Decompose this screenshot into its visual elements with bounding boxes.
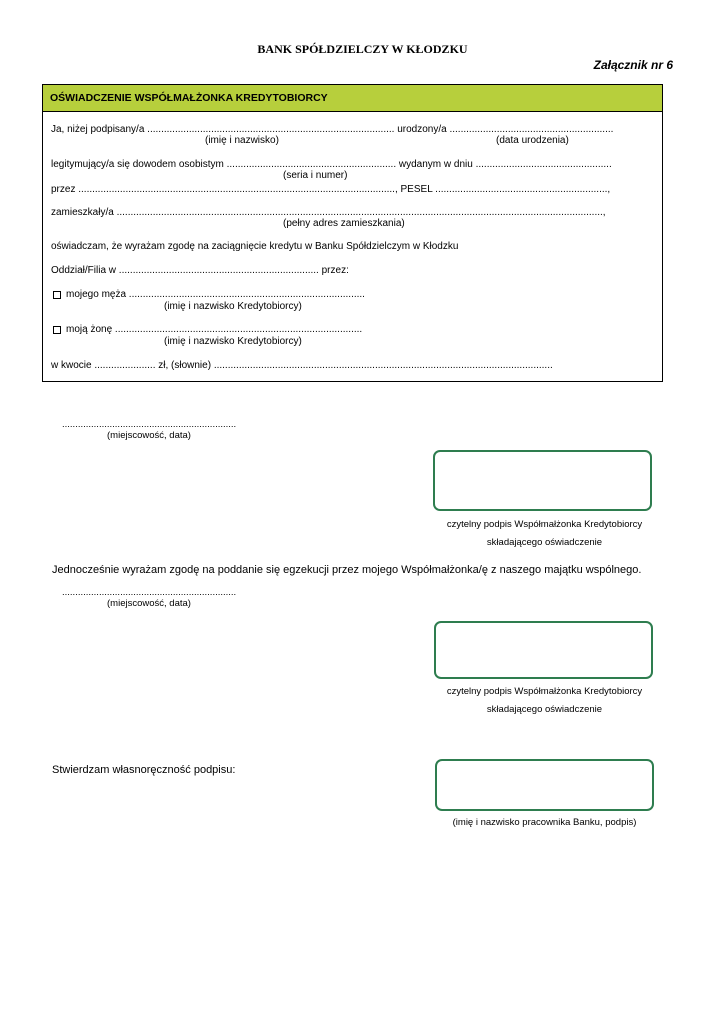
address-hint: (pełny adres zamieszkania) <box>283 218 405 229</box>
husband-checkbox[interactable] <box>53 291 61 299</box>
branch-line[interactable]: Oddział/Filia w ........................................................................ przez: <box>51 265 349 276</box>
place-date-hint-1: (miejscowość, data) <box>107 430 191 441</box>
signature-caption-2b: składającego oświadczenie <box>486 704 603 715</box>
form-title: OŚWIADCZENIE WSPÓŁMAŁŻONKA KREDYTOBIORCY <box>50 92 328 104</box>
signature-box-2[interactable] <box>434 621 653 679</box>
address-line[interactable]: zamieszkały/a ..............................................................................................................................................................................., <box>51 207 606 218</box>
signature-box-1[interactable] <box>433 450 652 511</box>
form-header <box>43 85 662 112</box>
consent-line: oświadczam, że wyrażam zgodę na zaciągnięcie kredytu w Banku Spółdzielczym w Kłodzku <box>51 241 459 252</box>
wife-option-line[interactable]: moją żonę ......................................................................................... <box>66 324 363 335</box>
borrower-hint-2: (imię i nazwisko Kredytobiorcy) <box>164 336 302 347</box>
place-date-dots-2[interactable]: .................................................................. <box>62 587 237 598</box>
husband-option-line[interactable]: mojego męża ..................................................................................... <box>66 289 365 300</box>
name-hint: (imię i nazwisko) <box>205 135 279 146</box>
signature-caption-2a: czytelny podpis Współmałżonka Kredytobiorcy <box>446 686 643 697</box>
signature-confirmation-text: Stwierdzam własnoręczność podpisu: <box>52 764 236 776</box>
signature-caption-1b: składającego oświadczenie <box>486 537 603 548</box>
bank-name: BANK SPÓŁDZIELCZY W KŁODZKU <box>257 42 468 56</box>
place-date-dots-1[interactable]: .................................................................. <box>62 419 237 430</box>
amount-line[interactable]: w kwocie ...................... zł, (słownie) .......................................................................................................................... <box>51 360 553 371</box>
borrower-hint-1: (imię i nazwisko Kredytobiorcy) <box>164 301 302 312</box>
execution-consent-text: Jednocześnie wyrażam zgodę na poddanie się egzekucji przez mojego Współmałżonka/ę z naszego majątku wspólnego. <box>52 564 642 576</box>
wife-checkbox[interactable] <box>53 326 61 334</box>
issuer-pesel-line[interactable]: przez .................................................................................................................., PESEL .............................................................., <box>51 184 611 195</box>
employee-signature-box[interactable] <box>435 759 654 811</box>
place-date-hint-2: (miejscowość, data) <box>107 598 191 609</box>
id-document-line[interactable]: legitymujący/a się dowodem osobistym ............................................................. wydanym w dniu ................................................. <box>51 159 612 170</box>
declaration-form <box>42 84 663 382</box>
signature-caption-1a: czytelny podpis Współmałżonka Kredytobiorcy <box>446 519 643 530</box>
birth-date-hint: (data urodzenia) <box>496 135 569 146</box>
name-line[interactable]: Ja, niżej podpisany/a ......................................................................................... urodzony/a ........................................................... <box>51 124 614 135</box>
attachment-label: Załącznik nr 6 <box>593 58 673 72</box>
employee-signature-caption: (imię i nazwisko pracownika Banku, podpis) <box>452 817 637 828</box>
id-hint: (seria i numer) <box>283 170 348 181</box>
